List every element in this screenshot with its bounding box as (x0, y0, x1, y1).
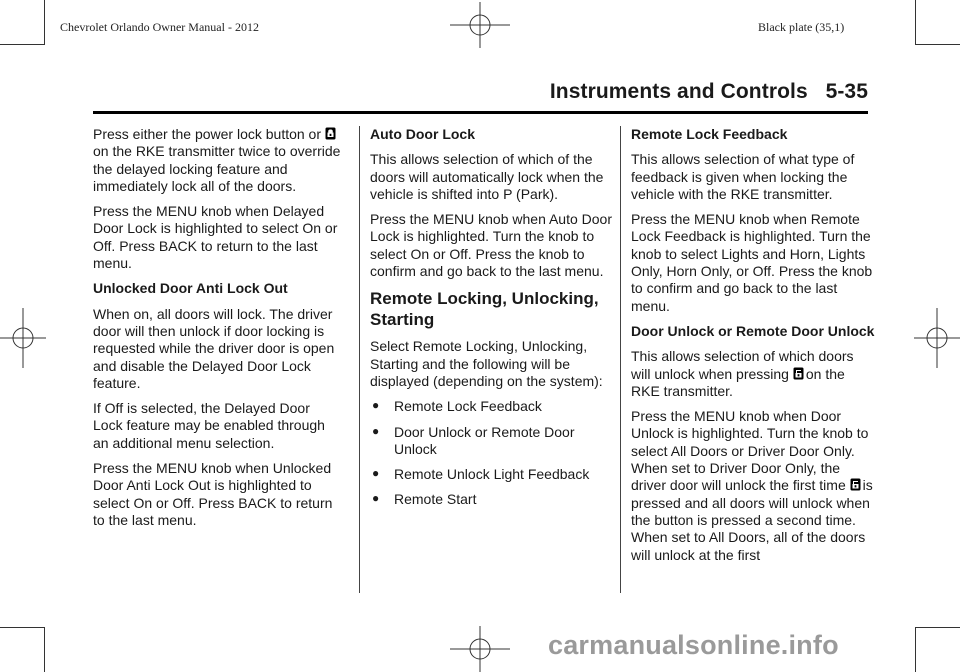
bullet-icon: ● (372, 466, 380, 481)
unlock-icon (850, 478, 861, 491)
print-meta-right: Black plate (35,1) (758, 20, 845, 34)
subheading: Auto Door Lock (370, 126, 475, 142)
crop-mark (44, 0, 45, 45)
registration-mark (450, 2, 510, 48)
page-number: 5-35 (825, 80, 868, 103)
paragraph: Select Remote Locking, Unlocking, Starting and the following will be displayed (depending on the system): (370, 338, 603, 389)
list-item: ● Remote Unlock Light Feedback (372, 466, 590, 483)
crop-mark (44, 627, 45, 672)
paragraph: This allows selection of what type of feedback is given when locking the vehicle with the RKE transmitter. (631, 151, 855, 202)
paragraph: Press the MENU knob when Delayed Door Lock is highlighted to select On or Off. Press BACK to return to the last menu. (93, 203, 338, 272)
print-meta-left: Chevrolet Orlando Owner Manual - 2012 (60, 20, 259, 34)
column-divider (359, 126, 360, 593)
section-heading: Remote Locking, Unlocking, Starting (370, 289, 599, 330)
registration-mark (450, 626, 510, 672)
paragraph: Press the MENU knob when Remote Lock Feedback is highlighted. Turn the knob to select Lights and Horn, Lights Only, Horn Only, or Off. Press the knob to confirm and go back to the last menu. (631, 211, 873, 314)
column-divider (620, 126, 621, 593)
watermark: carmanualsonline.info (548, 630, 839, 660)
paragraph: Press either the power lock button or on the RKE transmitter twice to override the delayed locking feature and immediately lock all of the doors. (93, 126, 341, 194)
crop-mark (915, 627, 916, 672)
crop-mark (0, 627, 45, 628)
subheading: Door Unlock or Remote Door Unlock (631, 322, 875, 339)
paragraph: Press the MENU knob when Door Unlock is highlighted. Turn the knob to select All Doors or Driver Door Only. When set to Driver Door Only, the driver door will unlock the first time is pressed and all doors will unlock when the button is pressed a second time. When set to All Doors, all of the doors will unlock at the first (631, 408, 873, 563)
list-item: ● Remote Start (372, 491, 477, 508)
section-title: Instruments and Controls (549, 80, 808, 103)
column-1 (93, 126, 343, 537)
registration-mark (0, 308, 46, 368)
crop-mark (915, 0, 916, 45)
registration-mark (914, 308, 960, 368)
subheading: Remote Lock Feedback (631, 126, 788, 142)
bullet-list (370, 398, 618, 508)
section-header (550, 80, 868, 104)
header-rule (93, 111, 868, 114)
paragraph: This allows selection of which doors will unlock when pressing on the RKE transmitter. (631, 348, 854, 399)
list-item: ● Door Unlock or Remote Door Unlock (372, 423, 575, 457)
column-3 (631, 126, 876, 572)
bullet-icon: ● (372, 491, 380, 506)
crop-mark (915, 44, 960, 45)
bullet-icon: ● (372, 398, 380, 413)
list-item: ● Remote Lock Feedback (372, 398, 542, 415)
paragraph: Press the MENU knob when Unlocked Door Anti Lock Out is highlighted to select On or Off. Press BACK to return to the last menu. (93, 460, 333, 528)
paragraph: If Off is selected, the Delayed Door Lock feature may be enabled through an additional menu selection. (93, 400, 325, 451)
paragraph: Press the MENU knob when Auto Door Lock is highlighted. Turn the knob to select On or Off. Press the knob to confirm and go back to the last menu. (370, 211, 613, 280)
column-2 (370, 126, 618, 517)
crop-mark (915, 627, 960, 628)
unlock-icon (793, 367, 804, 380)
paragraph: This allows selection of which of the doors will automatically lock when the vehicle is shifted into P (Park). (370, 151, 604, 202)
subheading: Unlocked Door Anti Lock Out (93, 280, 288, 297)
paragraph: When on, all doors will lock. The driver door will then unlock if door locking is requested while the driver door is open and disable the Delayed Door Lock feature. (93, 305, 335, 391)
bullet-icon: ● (372, 423, 380, 438)
lock-icon (325, 127, 336, 140)
crop-mark (0, 44, 45, 45)
